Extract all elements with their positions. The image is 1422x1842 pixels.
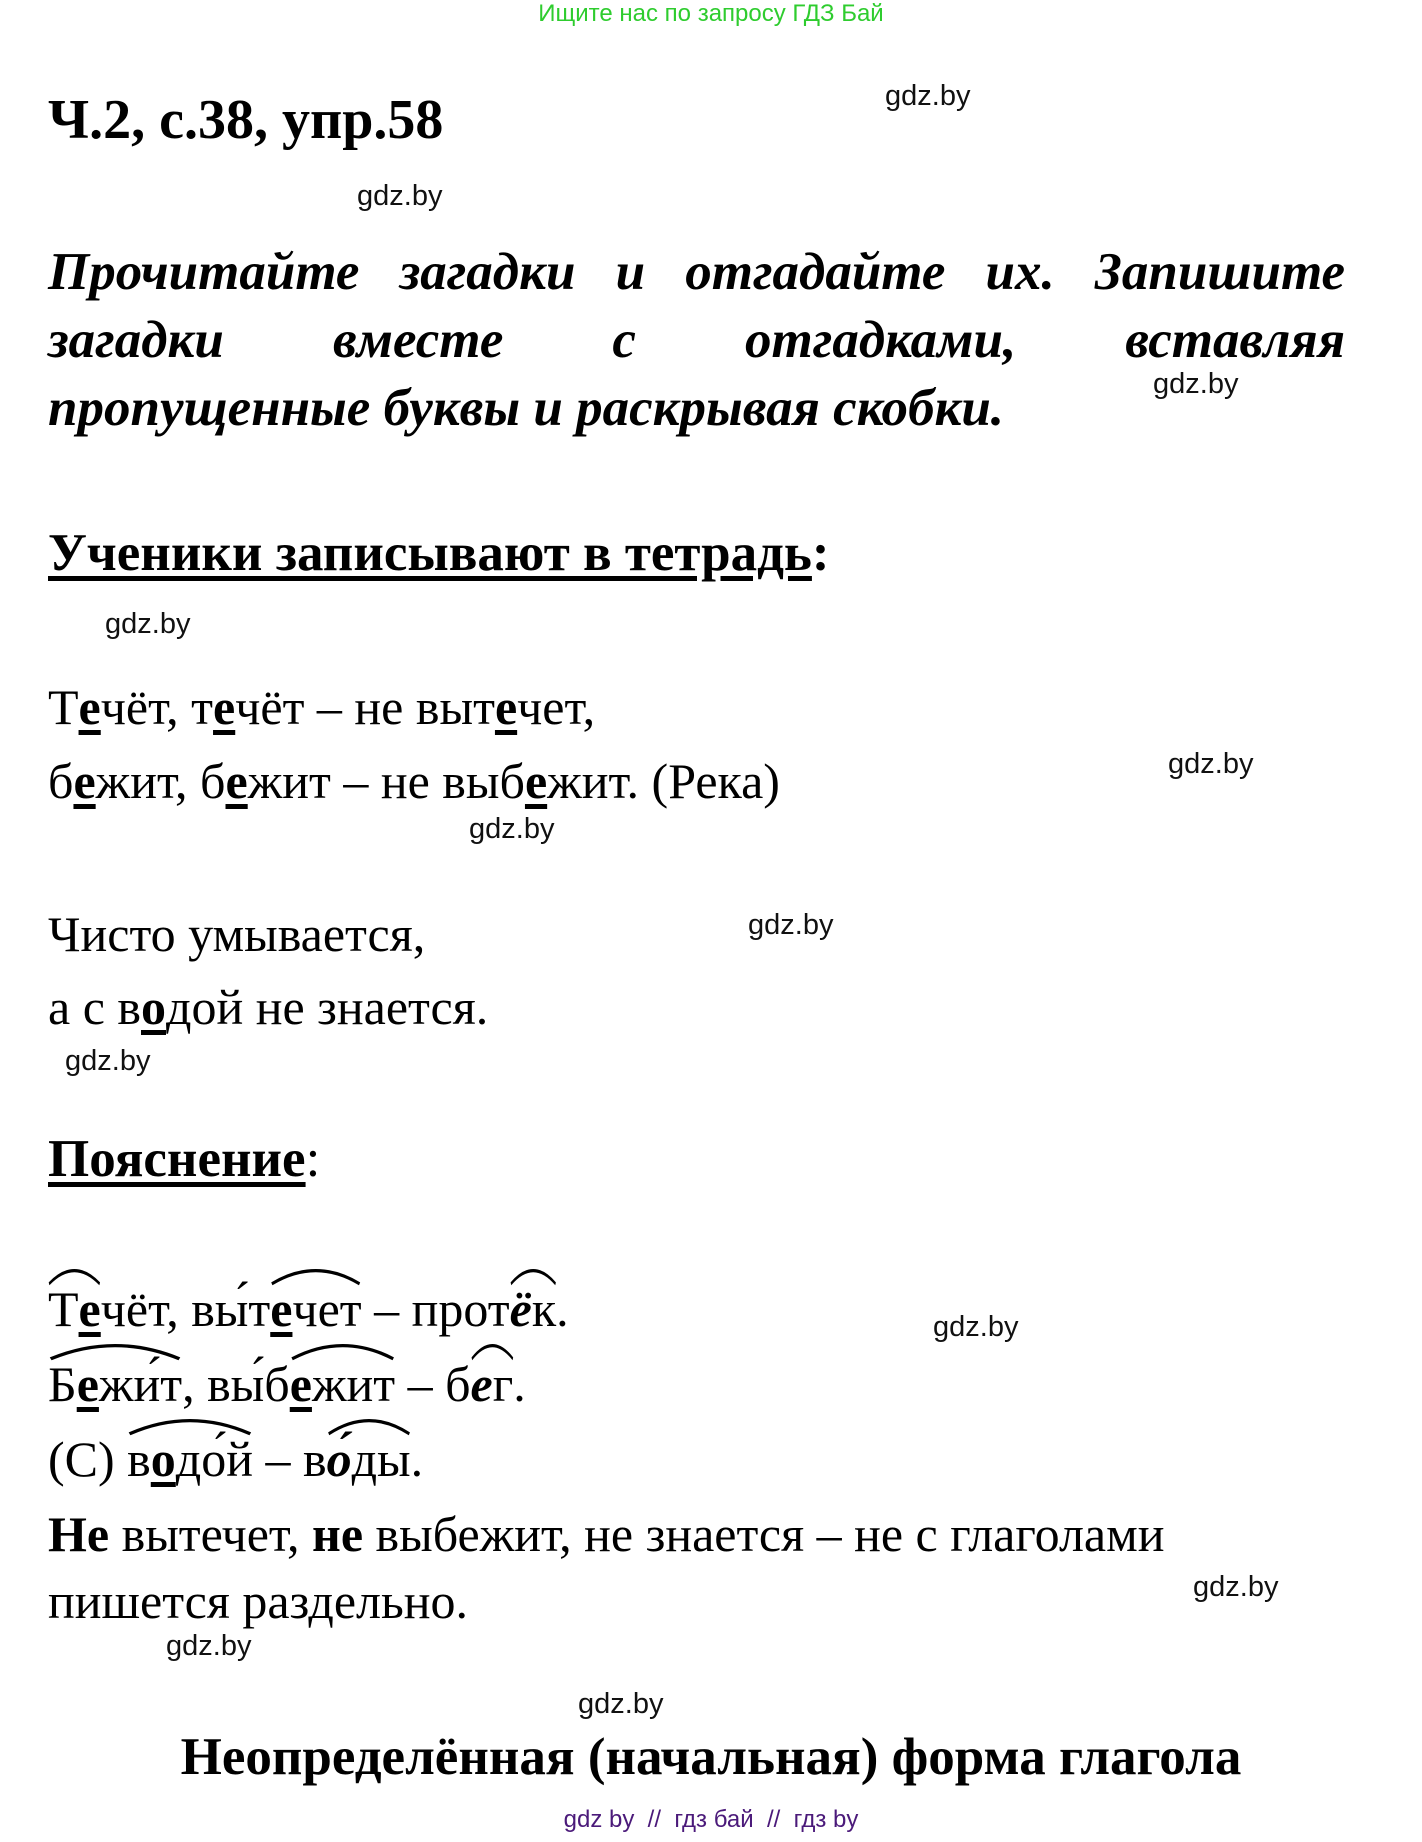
root-arc-icon bbox=[48, 1264, 101, 1286]
root-arc-word: ег bbox=[471, 1353, 514, 1415]
watermark: gdz.by bbox=[469, 813, 555, 845]
root-arc-icon bbox=[510, 1264, 557, 1286]
root-arc-icon bbox=[127, 1414, 253, 1436]
rule-line-2: пишется раздельно. bbox=[48, 1573, 469, 1629]
text-run: Т bbox=[48, 679, 79, 735]
root-arc-word: Бежи́т bbox=[48, 1353, 182, 1415]
watermark: gdz.by bbox=[65, 1045, 151, 1077]
instruction-line-1: Прочитайте загадки и отгадайте их. Запишите bbox=[48, 243, 1345, 301]
riddle2-line1 bbox=[48, 903, 425, 965]
highlighted-letter: е bbox=[213, 679, 236, 735]
watermark: gdz.by bbox=[166, 1630, 252, 1662]
text-run: жит – не выб bbox=[247, 753, 525, 809]
root-arc-word: водо́й bbox=[127, 1428, 253, 1490]
riddle2-line2 bbox=[48, 976, 488, 1038]
root-arc-icon bbox=[290, 1339, 395, 1361]
root-arc-word: о́ды bbox=[327, 1428, 411, 1490]
text-run: а с в bbox=[48, 979, 141, 1035]
watermark: gdz.by bbox=[933, 1311, 1019, 1343]
highlighted-letter: е bbox=[73, 753, 96, 809]
highlighted-letter: е bbox=[494, 679, 518, 735]
explanation-heading-text: Пояснение bbox=[48, 1130, 306, 1188]
notebook-heading-text: Ученики записывают в тетрадь bbox=[48, 524, 812, 582]
highlighted-letter: о bbox=[141, 979, 166, 1035]
highlighted-letter: е bbox=[78, 679, 101, 735]
watermark: gdz.by bbox=[885, 80, 971, 112]
page-title: Ч.2, с.38, упр.58 bbox=[48, 89, 444, 151]
watermark: gdz.by bbox=[1168, 748, 1254, 780]
explanation-heading-colon: : bbox=[305, 1130, 321, 1188]
watermark: gdz.by bbox=[105, 608, 191, 640]
explanation-line-1: Течёт, вы́т ечет – прот ёк. bbox=[48, 1278, 569, 1340]
root-arc-word: ечет bbox=[270, 1278, 361, 1340]
root-arc-word: ёк bbox=[510, 1278, 557, 1340]
explanation-line-3: (С) водо́й – в о́ды. bbox=[48, 1428, 423, 1490]
highlighted-letter: е bbox=[225, 753, 248, 809]
root-arc-word: Те bbox=[48, 1278, 101, 1340]
watermark: gdz.by bbox=[1193, 1571, 1279, 1603]
watermark: gdz.by bbox=[357, 180, 443, 212]
watermark: gdz.by bbox=[748, 909, 834, 941]
notebook-heading-colon: : bbox=[811, 524, 830, 582]
text-run: дой не знается. bbox=[166, 979, 489, 1035]
notebook-heading bbox=[48, 522, 830, 584]
root-arc-icon bbox=[327, 1414, 411, 1436]
text-run: жит. (Река) bbox=[547, 753, 780, 809]
rule-line-1: Не вытечет, не выбежит, не знается – не с глаголами bbox=[48, 1506, 1165, 1562]
root-arc-icon bbox=[48, 1339, 182, 1361]
text-run: жит, б bbox=[95, 753, 226, 809]
riddle1-line1 bbox=[48, 676, 595, 738]
highlighted-letter: е bbox=[524, 753, 548, 809]
footer-links: gdz by // гдз бай // гдз by bbox=[563, 1806, 859, 1833]
root-arc-icon bbox=[471, 1339, 514, 1361]
text-run: б bbox=[48, 753, 74, 809]
instruction-line-2: загадки вместе с отгадками, вставляя bbox=[48, 311, 1345, 369]
text-run: чет, bbox=[517, 679, 596, 735]
next-section-heading: Неопределённая (начальная) форма глагола bbox=[180, 1728, 1242, 1786]
riddle1-line2 bbox=[48, 750, 780, 812]
root-arc-word: ежит bbox=[290, 1353, 395, 1415]
root-arc-icon bbox=[270, 1264, 361, 1286]
explanation-heading bbox=[48, 1128, 320, 1190]
text-run: чёт, т bbox=[100, 679, 214, 735]
text-run: Чисто умывается, bbox=[48, 906, 426, 962]
text-run: чёт – не выт bbox=[235, 679, 495, 735]
watermark: gdz.by bbox=[1153, 368, 1239, 400]
search-banner: Ищите нас по запросу ГДЗ Бай bbox=[538, 0, 884, 27]
explanation-line-2: Бежи́т, вы́б ежит – б ег. bbox=[48, 1353, 526, 1415]
watermark: gdz.by bbox=[578, 1688, 664, 1720]
instruction-line-3: пропущенные буквы и раскрывая скобки. bbox=[48, 379, 1005, 437]
